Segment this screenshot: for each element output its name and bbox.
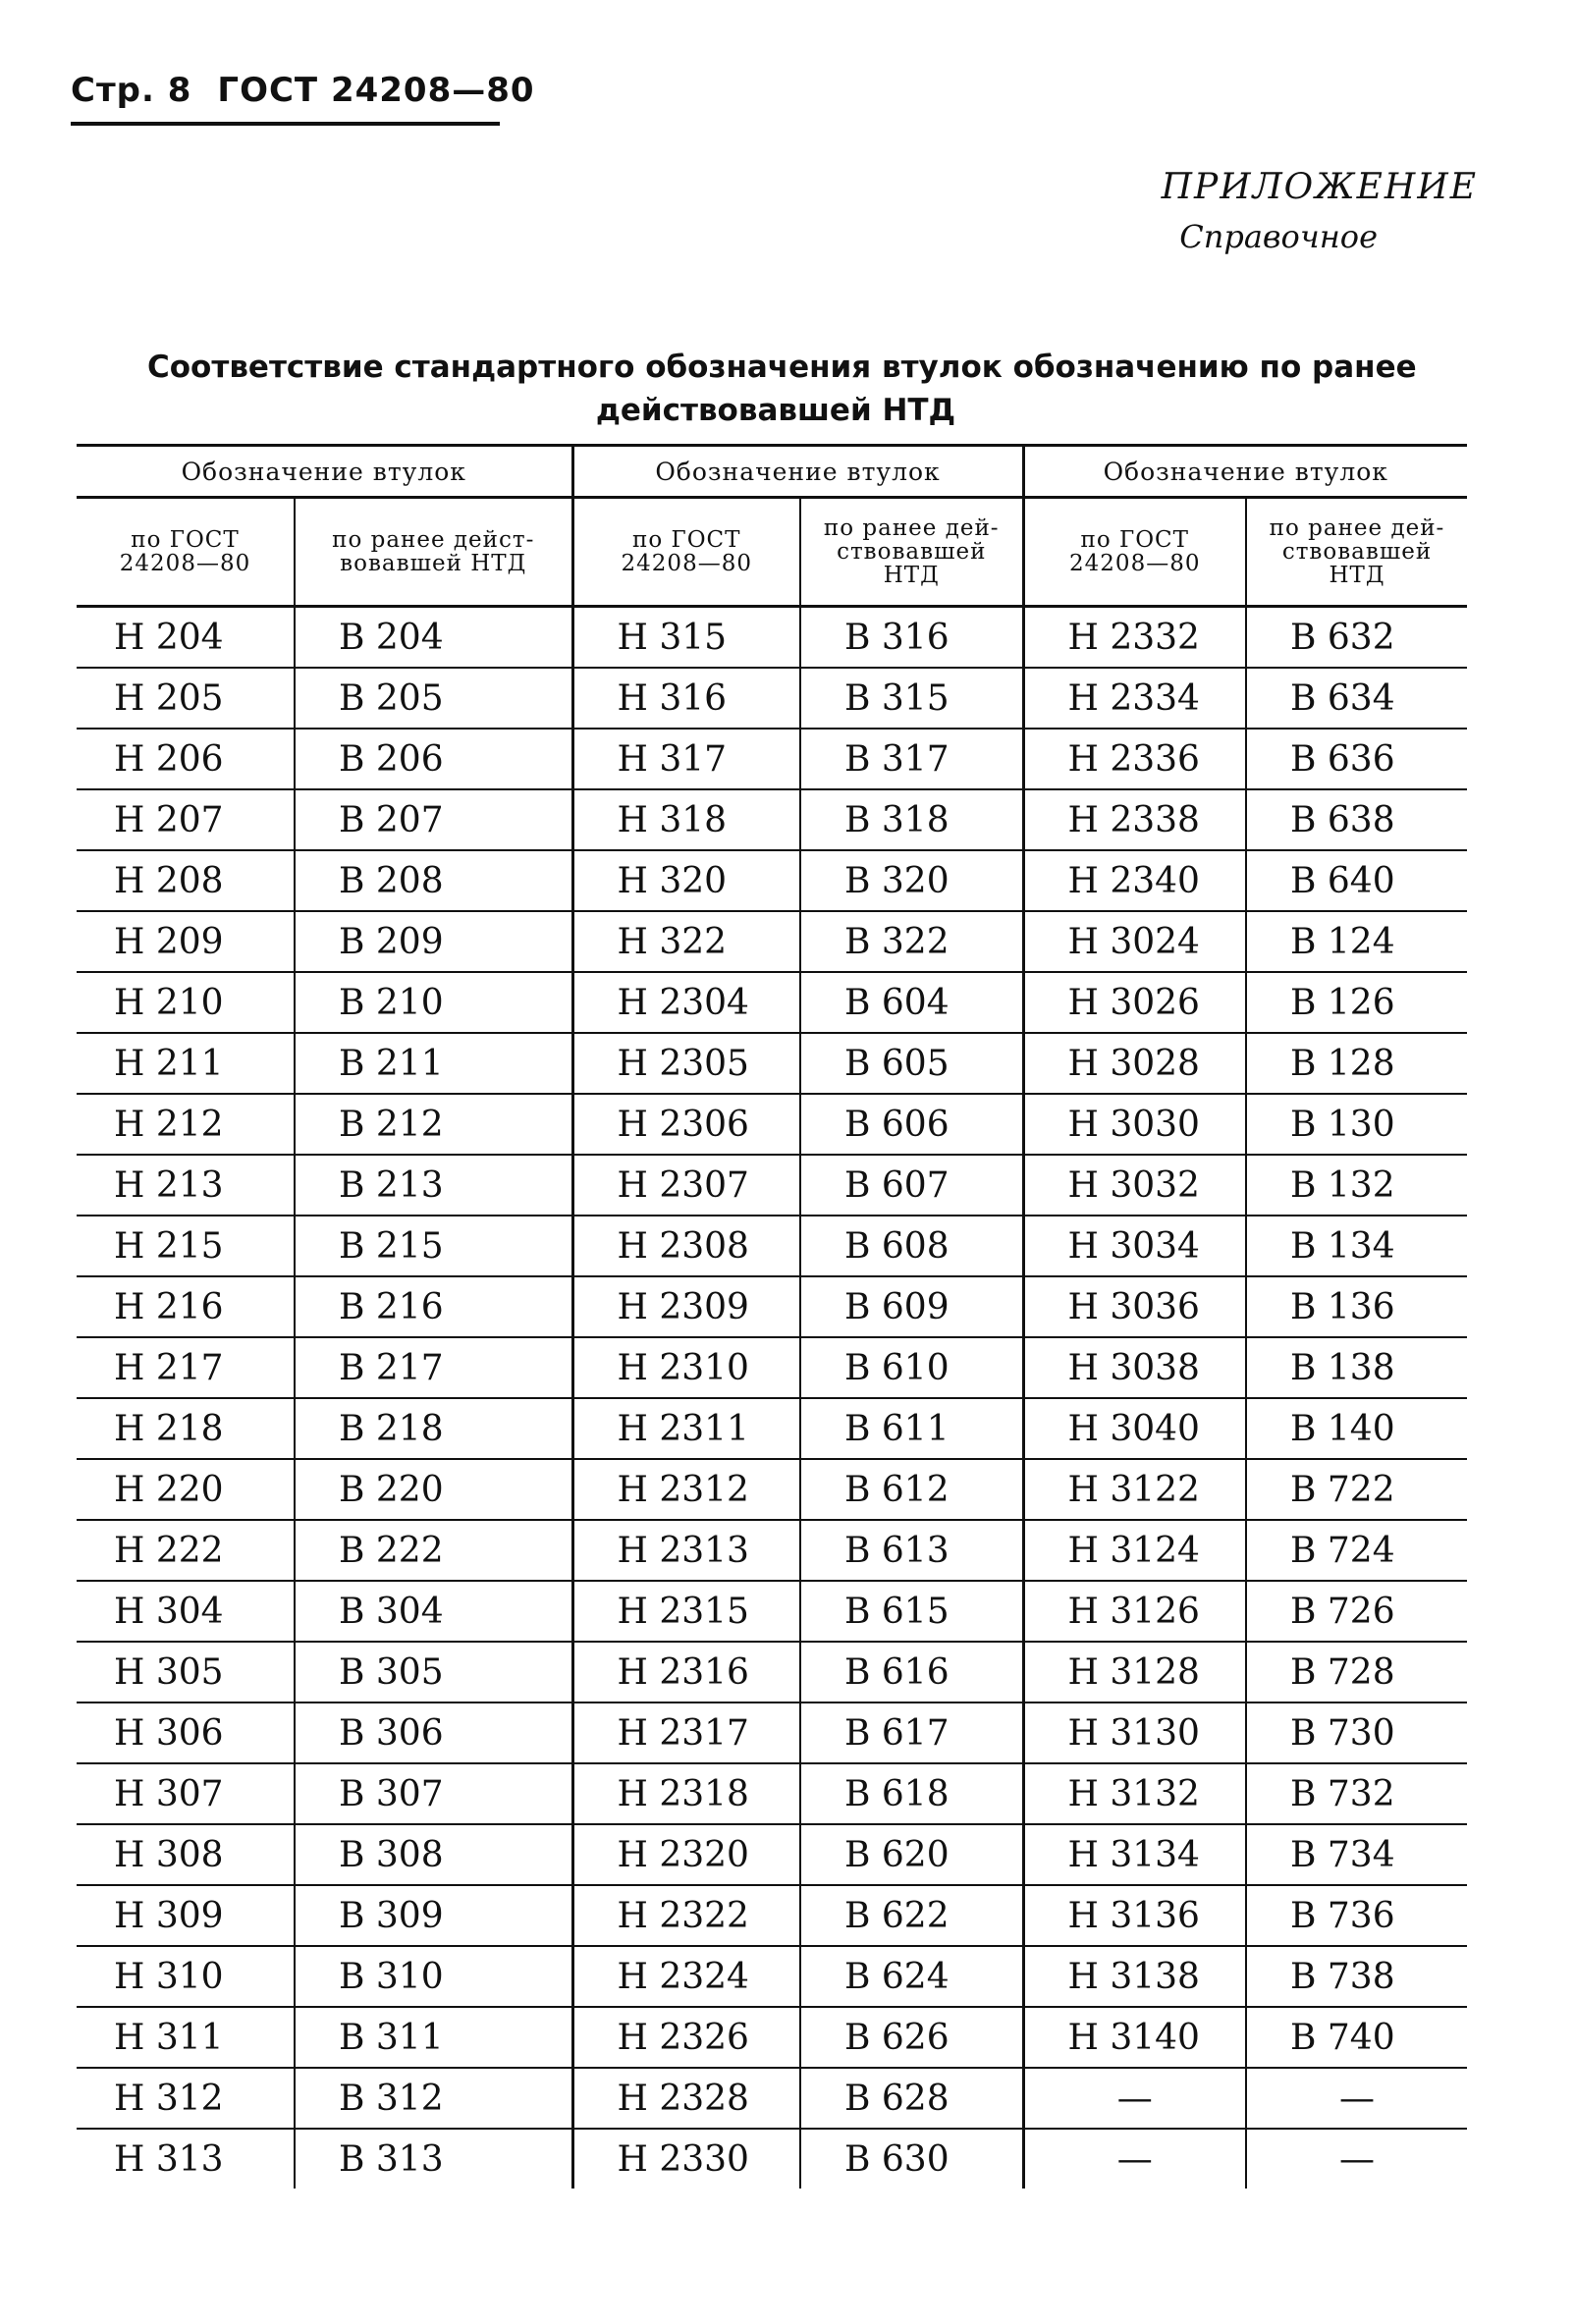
table-cell: В 617 (800, 1702, 1023, 1763)
table-cell: В 604 (800, 972, 1023, 1033)
table-cell: В 320 (800, 850, 1023, 911)
table-cell: Н 2330 (572, 2129, 800, 2189)
table-cell: Н 2313 (572, 1520, 800, 1581)
table-row (77, 668, 1467, 729)
table-cell: В 732 (1246, 1763, 1467, 1824)
table-cell: Н 316 (572, 668, 800, 729)
appendix-subtitle: Справочное (1179, 218, 1378, 255)
table-cell: Н 204 (77, 607, 295, 669)
table-group-header-row (77, 446, 1467, 498)
table-cell: В 609 (800, 1276, 1023, 1337)
table-row (77, 2129, 1467, 2189)
table-cell: В 204 (295, 607, 572, 669)
table-cell: В 211 (295, 1033, 572, 1094)
table-cell: В 740 (1246, 2007, 1467, 2068)
table-cell: В 210 (295, 972, 572, 1033)
table-cell: В 724 (1246, 1520, 1467, 1581)
table-cell: Н 3030 (1023, 1094, 1246, 1155)
table-cell: В 636 (1246, 729, 1467, 789)
table-row (77, 1155, 1467, 1216)
col-header-gost: по ГОСТ 24208—80 (77, 498, 295, 607)
table-cell: В 624 (800, 1946, 1023, 2007)
table-cell: В 726 (1246, 1581, 1467, 1642)
table-cell: В 316 (800, 607, 1023, 669)
table-cell: Н 220 (77, 1459, 295, 1520)
table-row (77, 1337, 1467, 1398)
table-cell: В 612 (800, 1459, 1023, 1520)
table-cell: В 136 (1246, 1276, 1467, 1337)
table-cell: Н 3128 (1023, 1642, 1246, 1702)
page-header (71, 71, 535, 126)
table-cell: В 308 (295, 1824, 572, 1885)
table-cell: В 307 (295, 1763, 572, 1824)
table-cell: — (1023, 2129, 1246, 2189)
table-row (77, 1398, 1467, 1459)
table-cell: Н 313 (114, 2138, 224, 2180)
table-row (77, 607, 1467, 669)
table-cell: В 140 (1246, 1398, 1467, 1459)
table-cell: В 610 (800, 1337, 1023, 1398)
table-cell: Н 2326 (572, 2007, 800, 2068)
table-row (77, 1094, 1467, 1155)
table-cell: В 306 (295, 1702, 572, 1763)
table-cell: В 130 (1246, 1094, 1467, 1155)
table-cell: Н 3126 (1023, 1581, 1246, 1642)
table-cell: В 722 (1246, 1459, 1467, 1520)
table-row (77, 1946, 1467, 2007)
table-row (77, 729, 1467, 789)
table-title-line-1: Соответствие стандартного обозначения втулок обозначению по ранее (147, 350, 1417, 385)
table-cell: Н 304 (77, 1581, 295, 1642)
table-cell: Н 2307 (572, 1155, 800, 1216)
table-cell: В 616 (800, 1642, 1023, 1702)
table-cell: В 206 (295, 729, 572, 789)
table-cell: — (1023, 2068, 1246, 2129)
table-cell: В 216 (295, 1276, 572, 1337)
table-cell: В 313 (295, 2129, 572, 2189)
table-cell: Н 3026 (1023, 972, 1246, 1033)
table-row (77, 911, 1467, 972)
table-cell: В 640 (1246, 850, 1467, 911)
table-cell: Н 307 (77, 1763, 295, 1824)
table-cell: В 613 (800, 1520, 1023, 1581)
table-cell: В 305 (295, 1642, 572, 1702)
table-cell: Н 2338 (1023, 789, 1246, 850)
table-cell: Н 205 (77, 668, 295, 729)
table-cell: Н 3132 (1023, 1763, 1246, 1824)
table-row (77, 1276, 1467, 1337)
table-cell: Н 2310 (572, 1337, 800, 1398)
table-cell: Н 3138 (1023, 1946, 1246, 2007)
table-cell: Н 3034 (1023, 1216, 1246, 1276)
table-row (77, 1642, 1467, 1702)
table-cell: — (1246, 2068, 1467, 2129)
table-cell: В 622 (800, 1885, 1023, 1946)
table-cell: Н 309 (77, 1885, 295, 1946)
table-cell: Н 206 (77, 729, 295, 789)
table-cell: Н 2317 (572, 1702, 800, 1763)
table-row (77, 789, 1467, 850)
table-cell: В 304 (295, 1581, 572, 1642)
table-cell: В 310 (295, 1946, 572, 2007)
table-cell: Н 2311 (572, 1398, 800, 1459)
table-cell: Н 222 (77, 1520, 295, 1581)
table-cell: Н 3038 (1023, 1337, 1246, 1398)
table-cell: В 217 (295, 1337, 572, 1398)
table-cell: Н 217 (77, 1337, 295, 1398)
table-cell: В 638 (1246, 789, 1467, 850)
table-cell: Н 209 (77, 911, 295, 972)
table-cell: В 738 (1246, 1946, 1467, 2007)
table-cell: Н 2334 (1023, 668, 1246, 729)
table-row (77, 1459, 1467, 1520)
table-row (77, 1520, 1467, 1581)
table-cell: В 630 (800, 2129, 1023, 2189)
table-cell: Н 218 (77, 1398, 295, 1459)
table-cell: В 615 (800, 1581, 1023, 1642)
table-cell: Н 3028 (1023, 1033, 1246, 1094)
table-row (77, 1216, 1467, 1276)
table-cell: Н 3140 (1023, 2007, 1246, 2068)
table-cell: В 312 (295, 2068, 572, 2129)
table-row (77, 850, 1467, 911)
table-cell: В 315 (800, 668, 1023, 729)
table-cell: В 126 (1246, 972, 1467, 1033)
table-cell: В 309 (295, 1885, 572, 1946)
table-cell: Н 212 (77, 1094, 295, 1155)
table-cell: Н 318 (572, 789, 800, 850)
table-cell: Н 2309 (572, 1276, 800, 1337)
standard-number: ГОСТ 24208—80 (217, 71, 535, 110)
table-cell: Н 2318 (572, 1763, 800, 1824)
table-row (77, 1763, 1467, 1824)
group-header: Обозначение втулок (572, 446, 1023, 498)
table-row (77, 972, 1467, 1033)
table-cell: В 128 (1246, 1033, 1467, 1094)
table-cell: Н 2316 (572, 1642, 800, 1702)
table-cell: Н 317 (572, 729, 800, 789)
table-row (77, 1033, 1467, 1094)
table-cell: Н 3032 (1023, 1155, 1246, 1216)
table-cell: Н 3040 (1023, 1398, 1246, 1459)
table-cell: Н 2308 (572, 1216, 800, 1276)
table-row (77, 1885, 1467, 1946)
table-cell: В 318 (800, 789, 1023, 850)
table-cell: Н 2328 (572, 2068, 800, 2129)
col-header-previous: по ранее дей- ствовавшей НТД (800, 498, 1023, 607)
table-cell: Н 2322 (572, 1885, 800, 1946)
table-row (77, 2068, 1467, 2129)
table-row (77, 1702, 1467, 1763)
table-cell: Н 2315 (572, 1581, 800, 1642)
table-cell: В 205 (295, 668, 572, 729)
table-cell: Н 211 (77, 1033, 295, 1094)
table-cell: В 607 (800, 1155, 1023, 1216)
table-cell: В 317 (800, 729, 1023, 789)
table-cell: Н 3136 (1023, 1885, 1246, 1946)
table-cell: В 209 (295, 911, 572, 972)
col-header-gost: по ГОСТ 24208—80 (572, 498, 800, 607)
table-cell: В 124 (1246, 911, 1467, 972)
col-header-gost: по ГОСТ 24208—80 (1023, 498, 1246, 607)
table-cell: Н 315 (572, 607, 800, 669)
table-cell: В 730 (1246, 1702, 1467, 1763)
col-header-previous: по ранее дейст- вовавшей НТД (295, 498, 572, 607)
table-cell: В 608 (800, 1216, 1023, 1276)
table-body (77, 607, 1467, 2189)
table-cell: Н 3122 (1023, 1459, 1246, 1520)
table-cell: Н 306 (77, 1702, 295, 1763)
table-cell: В 134 (1246, 1216, 1467, 1276)
table-cell: Н 2336 (1023, 729, 1246, 789)
table-cell: Н 2332 (1023, 607, 1246, 669)
table-cell: В 736 (1246, 1885, 1467, 1946)
table-cell: Н 3036 (1023, 1276, 1246, 1337)
table-cell: В 220 (295, 1459, 572, 1520)
table-cell: Н 308 (77, 1824, 295, 1885)
table-cell: Н 208 (77, 850, 295, 911)
table-cell: Н 2340 (1023, 850, 1246, 911)
table-cell: В 606 (800, 1094, 1023, 1155)
table-cell: Н 3124 (1023, 1520, 1246, 1581)
table-cell: В 212 (295, 1094, 572, 1155)
table-cell: Н 2320 (572, 1824, 800, 1885)
table-cell: Н 311 (77, 2007, 295, 2068)
table-title (147, 346, 1417, 432)
table-cell: В 215 (295, 1216, 572, 1276)
table-cell: В 218 (295, 1398, 572, 1459)
table-cell: В 626 (800, 2007, 1023, 2068)
table-cell: В 728 (1246, 1642, 1467, 1702)
table-cell: В 207 (295, 789, 572, 850)
table-cell: Н 2306 (572, 1094, 800, 1155)
table-cell: В 734 (1246, 1824, 1467, 1885)
table-cell: В 628 (800, 2068, 1023, 2129)
table-cell: Н 216 (77, 1276, 295, 1337)
table-cell: Н 2324 (572, 1946, 800, 2007)
table-cell: Н 3134 (1023, 1824, 1246, 1885)
table-cell: Н 2312 (572, 1459, 800, 1520)
table-cell: Н 215 (77, 1216, 295, 1276)
table-cell: В 208 (295, 850, 572, 911)
table-cell: В 618 (800, 1763, 1023, 1824)
table-cell: Н 2305 (572, 1033, 800, 1094)
correspondence-table (77, 444, 1467, 2189)
table-cell: Н 2304 (572, 972, 800, 1033)
table-cell: В 620 (800, 1824, 1023, 1885)
table-cell: Н 3130 (1023, 1702, 1246, 1763)
table-subheader-row (77, 498, 1467, 607)
table-cell: Н 210 (77, 972, 295, 1033)
col-header-previous: по ранее дей- ствовавшей НТД (1246, 498, 1467, 607)
table-cell: Н 312 (77, 2068, 295, 2129)
table-cell: В 132 (1246, 1155, 1467, 1216)
table-cell: Н 305 (77, 1642, 295, 1702)
table-cell: В 222 (295, 1520, 572, 1581)
page-number: Стр. 8 (71, 71, 192, 110)
table-cell: В 138 (1246, 1337, 1467, 1398)
group-header: Обозначение втулок (1023, 446, 1467, 498)
table-cell: Н 310 (77, 1946, 295, 2007)
table-cell: В 311 (295, 2007, 572, 2068)
table-row (77, 1824, 1467, 1885)
table-cell: В 632 (1246, 607, 1467, 669)
table-cell: Н 320 (572, 850, 800, 911)
table-row (77, 1581, 1467, 1642)
table-cell: В 611 (800, 1398, 1023, 1459)
table-cell: В 634 (1246, 668, 1467, 729)
table-cell: Н 322 (572, 911, 800, 972)
table-cell: Н 207 (77, 789, 295, 850)
table-cell: Н 213 (77, 1155, 295, 1216)
table-row (77, 2007, 1467, 2068)
table-cell: В 213 (295, 1155, 572, 1216)
table-cell: — (1246, 2129, 1467, 2189)
table-cell: В 605 (800, 1033, 1023, 1094)
group-header: Обозначение втулок (77, 446, 572, 498)
table-cell: В 322 (800, 911, 1023, 972)
appendix-title: ПРИЛОЖЕНИЕ (1161, 167, 1478, 207)
table-title-line-2: действовавшей НТД (595, 393, 956, 428)
table-cell: Н 3024 (1023, 911, 1246, 972)
